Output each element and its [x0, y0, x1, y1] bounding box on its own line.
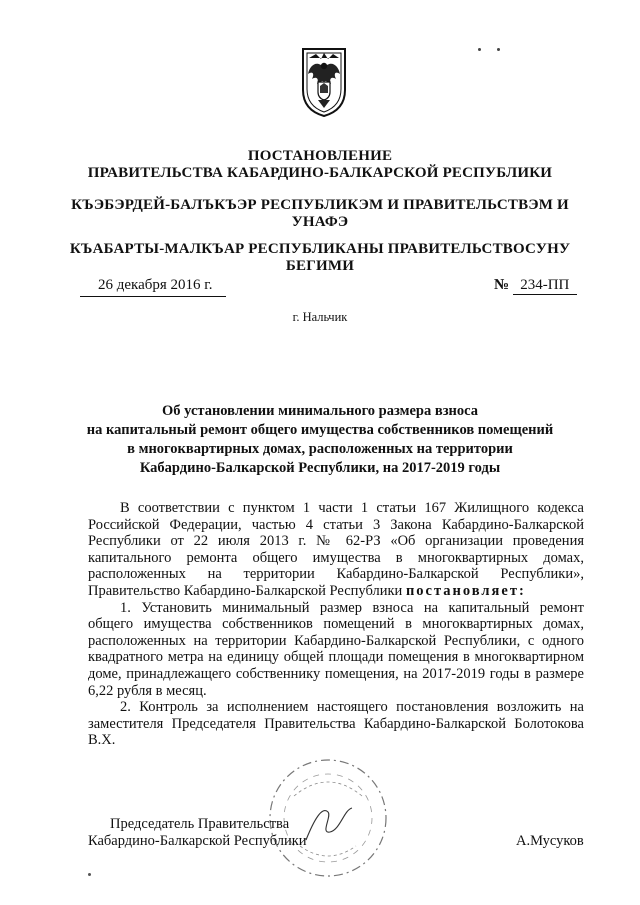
document-date-text: 26 декабря 2016 г.	[98, 277, 213, 293]
item-1-paragraph: 1. Установить минимальный размер взноса на капитальный ремонт общего имущества собственников помещений в многоквартирных домах, расположенных на территории Кабардино-Балкарской Республики, с одного квадратного метра на единицу общей площади помещения в многоквартирном доме, принадлежащего собственнику помещения, на 2017-2019 годы в размере 6,22 рубля в месяц.	[88, 599, 584, 699]
item-2-paragraph: 2. Контроль за исполнением настоящего постановления возложить на заместителя Председателя Правительства Кабардино-Балкарской Болотокова В.Х.	[88, 699, 584, 749]
document-date	[80, 276, 226, 297]
preamble-paragraph	[88, 500, 584, 600]
preamble-text: В соответствии с пунктом 1 части 1 статьи 167 Жилищного кодекса Российской Федерации, частью 4 статьи 3 Закона Кабардино-Балкарской Республики от 22 июля 2013 г. № 62-РЗ «Об организации проведения капитального ремонта общего имущества в многоквартирных домах, расположенных на территории Кабардино-Балкарской Республики», Правительство Кабардино-Балкарской Республики	[88, 500, 584, 599]
number-sign: №	[494, 277, 510, 293]
date-underline	[80, 296, 226, 297]
scan-mark	[478, 48, 481, 51]
resolution-title-line1: Об установлении минимального размера взноса	[162, 403, 478, 419]
signatory-position-line2: Кабардино-Балкарской Республики	[88, 833, 307, 849]
scan-mark	[497, 48, 500, 51]
document-number	[494, 276, 584, 295]
government-name-kab-line2: УНАФЭ	[291, 214, 349, 230]
government-name-ru: ПРАВИТЕЛЬСТВА КАБАРДИНО-БАЛКАРСКОЙ РЕСПУБЛИКИ	[87, 165, 553, 181]
resolution-title-line3: в многоквартирных домах, расположенных на территории	[127, 441, 513, 457]
city-name: г. Нальчик	[292, 310, 348, 324]
document-number-value	[513, 276, 577, 295]
scan-mark	[88, 873, 91, 876]
resolution-title-line4: Кабардино-Балкарской Республики, на 2017-2019 годы	[139, 460, 501, 476]
coat-of-arms-emblem	[300, 46, 348, 118]
government-name-kab-line1: КЪЭБЭРДЕЙ-БАЛЪКЪЭР РЕСПУБЛИКЭМ И ПРАВИТЕЛЬСТВЭМ И	[71, 197, 569, 213]
government-name-bal-line1: КЪАБАРТЫ-МАЛКЪАР РЕСПУБЛИКАНЫ ПРАВИТЕЛЬСТВОСУНУ	[69, 241, 571, 257]
government-name-bal-line2: БЕГИМИ	[285, 258, 355, 274]
number-text: 234-ПП	[520, 277, 570, 293]
decree-word: постановляет:	[405, 582, 526, 599]
signatory-name: А.Мусуков	[516, 833, 584, 849]
resolution-title-line2: на капитальный ремонт общего имущества собственников помещений	[86, 422, 554, 438]
handwritten-signature	[300, 800, 360, 850]
document-type-heading: ПОСТАНОВЛЕНИЕ	[247, 148, 393, 164]
signatory-position-line1: Председатель Правительства	[110, 816, 290, 832]
resolution-body	[88, 500, 584, 749]
